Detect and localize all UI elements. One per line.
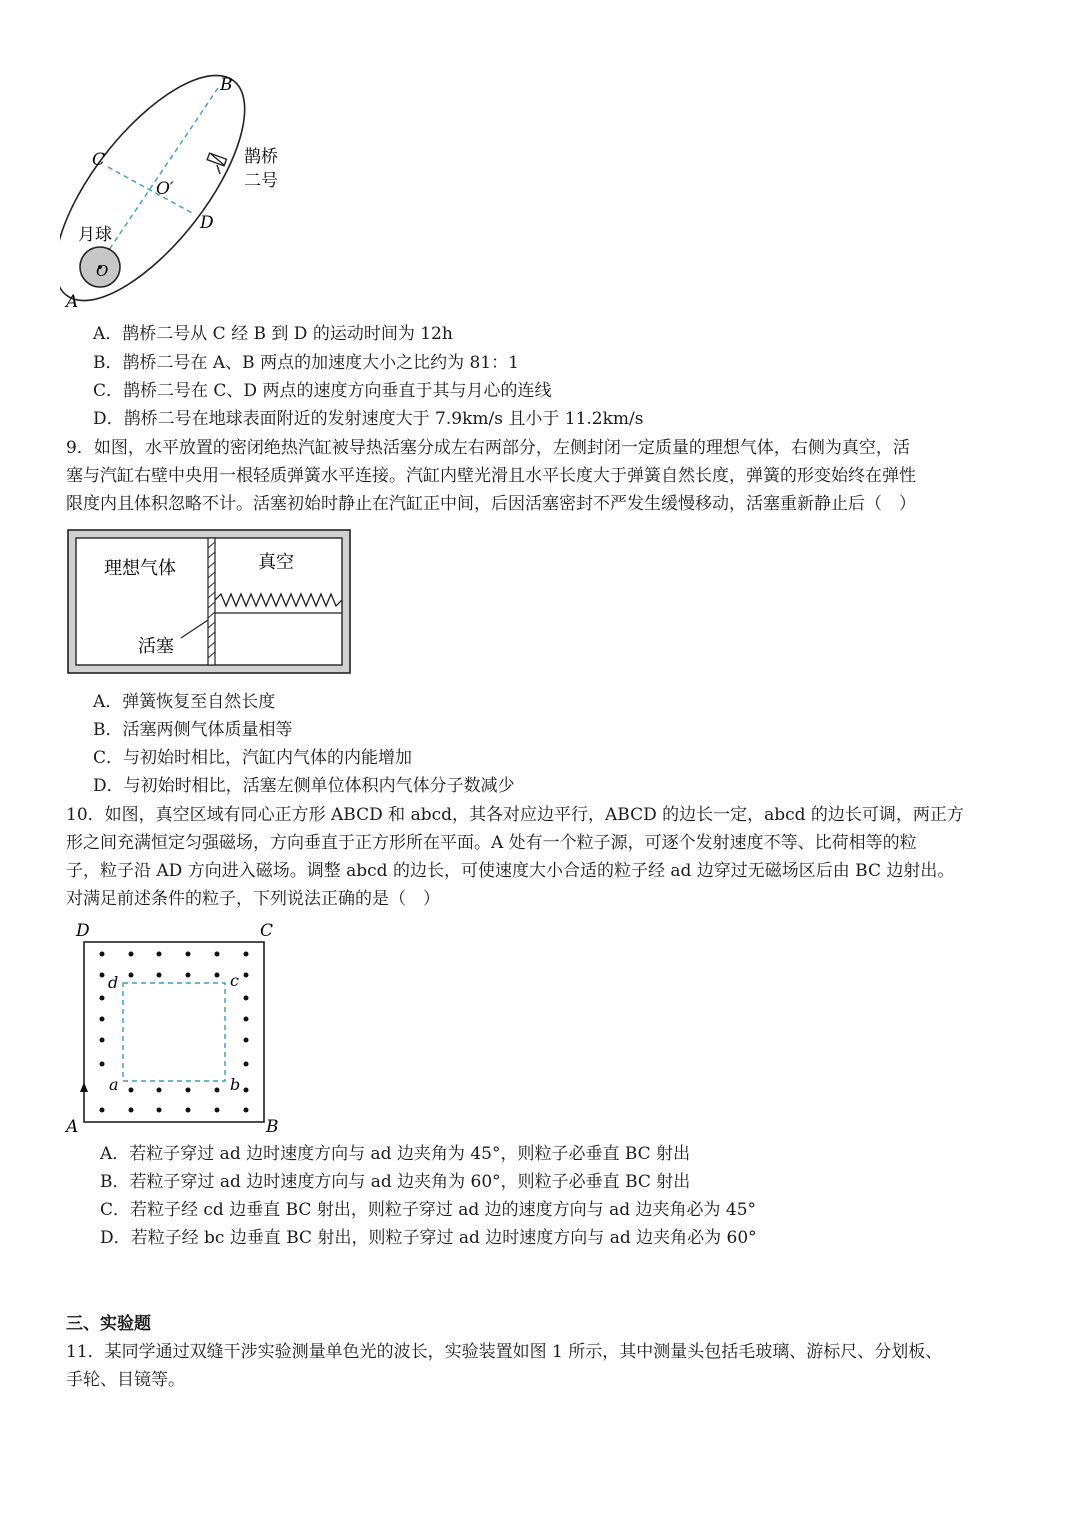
orbit-figure — [60, 70, 320, 315]
section-title: 三、实验题 — [66, 1314, 151, 1334]
label-C: C — [92, 150, 106, 170]
q10-option-a: A．若粒子穿过 ad 边时速度方向与 ad 边夹角为 45°，则粒子必垂直 BC 射出 — [100, 1144, 691, 1164]
label-D: D — [200, 213, 214, 233]
minor-axis — [108, 167, 194, 214]
label-B: B — [266, 1117, 279, 1136]
magnetic-field-figure — [60, 918, 290, 1136]
q8-option-d: D．鹊桥二号在地球表面附近的发射速度大于 7.9km/s 且小于 11.2km/s — [93, 409, 644, 429]
moon-label: 月球 — [78, 225, 112, 245]
inner-square — [123, 983, 225, 1081]
q11-stem-line2: 手轮、目镜等。 — [66, 1370, 185, 1390]
q10-stem-line1: 10．如图，真空区域有同心正方形 ABCD 和 abcd，其各对应边平行，ABCD 的边长一定，abcd 的边长可调，两正方 — [66, 805, 964, 825]
satellite-icon — [207, 153, 226, 174]
label-Oprime: O′ — [156, 179, 174, 199]
q10-stem-line2: 形之间充满恒定匀强磁场，方向垂直于正方形所在平面。A 处有一个粒子源，可逐个发射速度不等、比荷相等的粒 — [66, 833, 917, 853]
label-D: D — [76, 921, 90, 941]
q9-option-b: B．活塞两侧气体质量相等 — [93, 720, 293, 740]
q10-stem-line4: 对满足前述条件的粒子，下列说法正确的是（ ） — [66, 889, 440, 909]
label-C: C — [260, 921, 274, 941]
label-A: A — [66, 292, 79, 312]
entry-arrow — [80, 1082, 88, 1092]
label-c: c — [230, 971, 239, 990]
q10-option-b: B．若粒子穿过 ad 边时速度方向与 ad 边夹角为 60°，则粒子必垂直 BC 射出 — [100, 1172, 691, 1192]
q9-stem-line1: 9．如图，水平放置的密闭绝热汽缸被导热活塞分成左右两部分，左侧封闭一定质量的理想气体，右侧为真空，活 — [66, 438, 910, 458]
vacuum-label: 真空 — [258, 552, 294, 573]
q9-option-d: D．与初始时相比，活塞左侧单位体积内气体分子数减少 — [93, 776, 515, 796]
q9-stem-line3: 限度内且体积忽略不计。活塞初始时静止在汽缸正中间，后因活塞密封不严发生缓慢移动，活塞重新静止后（ ） — [66, 494, 916, 514]
label-A: A — [66, 1117, 79, 1136]
q8-option-b: B．鹊桥二号在 A、B 两点的加速度大小之比约为 81：1 — [93, 353, 519, 373]
label-b: b — [230, 1075, 241, 1094]
piston-label: 活塞 — [138, 636, 174, 657]
q9-option-a: A．弹簧恢复至自然长度 — [93, 692, 276, 712]
label-O: O — [96, 262, 109, 280]
q9-option-c: C．与初始时相比，汽缸内气体的内能增加 — [93, 748, 413, 768]
q10-option-c: C．若粒子经 cd 边垂直 BC 射出，则粒子穿过 ad 边的速度方向与 ad 边夹角必为 45° — [100, 1200, 757, 1220]
gas-label: 理想气体 — [104, 558, 176, 579]
label-a: a — [109, 1075, 119, 1094]
label-d: d — [108, 973, 119, 992]
outer-square — [84, 942, 264, 1122]
q10-stem-line3: 子，粒子沿 AD 方向进入磁场。调整 abcd 的边长，可使速度大小合适的粒子经 ad 边穿过无磁场区后由 BC 边射出。 — [66, 861, 955, 881]
q8-option-c: C．鹊桥二号在 C、D 两点的速度方向垂直于其与月心的连线 — [93, 381, 552, 401]
q10-option-d: D．若粒子经 bc 边垂直 BC 射出，则粒子穿过 ad 边时速度方向与 ad 边夹角必为 60° — [100, 1228, 757, 1248]
q9-stem-line2: 塞与汽缸右壁中央用一根轻质弹簧水平连接。汽缸内壁光滑且水平长度大于弹簧自然长度，弹簧的形变始终在弹性 — [66, 466, 916, 486]
label-B: B — [220, 75, 233, 95]
satellite-label-line2: 二号 — [244, 171, 278, 191]
q8-option-a: A．鹊桥二号从 C 经 B 到 D 的运动时间为 12h — [93, 324, 453, 344]
q11-stem-line1: 11．某同学通过双缝干涉实验测量单色光的波长，实验装置如图 1 所示，其中测量头包括毛玻璃、游标尺、分划板、 — [66, 1342, 943, 1362]
field-dots — [100, 952, 249, 1113]
cylinder-figure — [66, 528, 356, 678]
satellite-label-line1: 鹊桥 — [244, 147, 278, 167]
